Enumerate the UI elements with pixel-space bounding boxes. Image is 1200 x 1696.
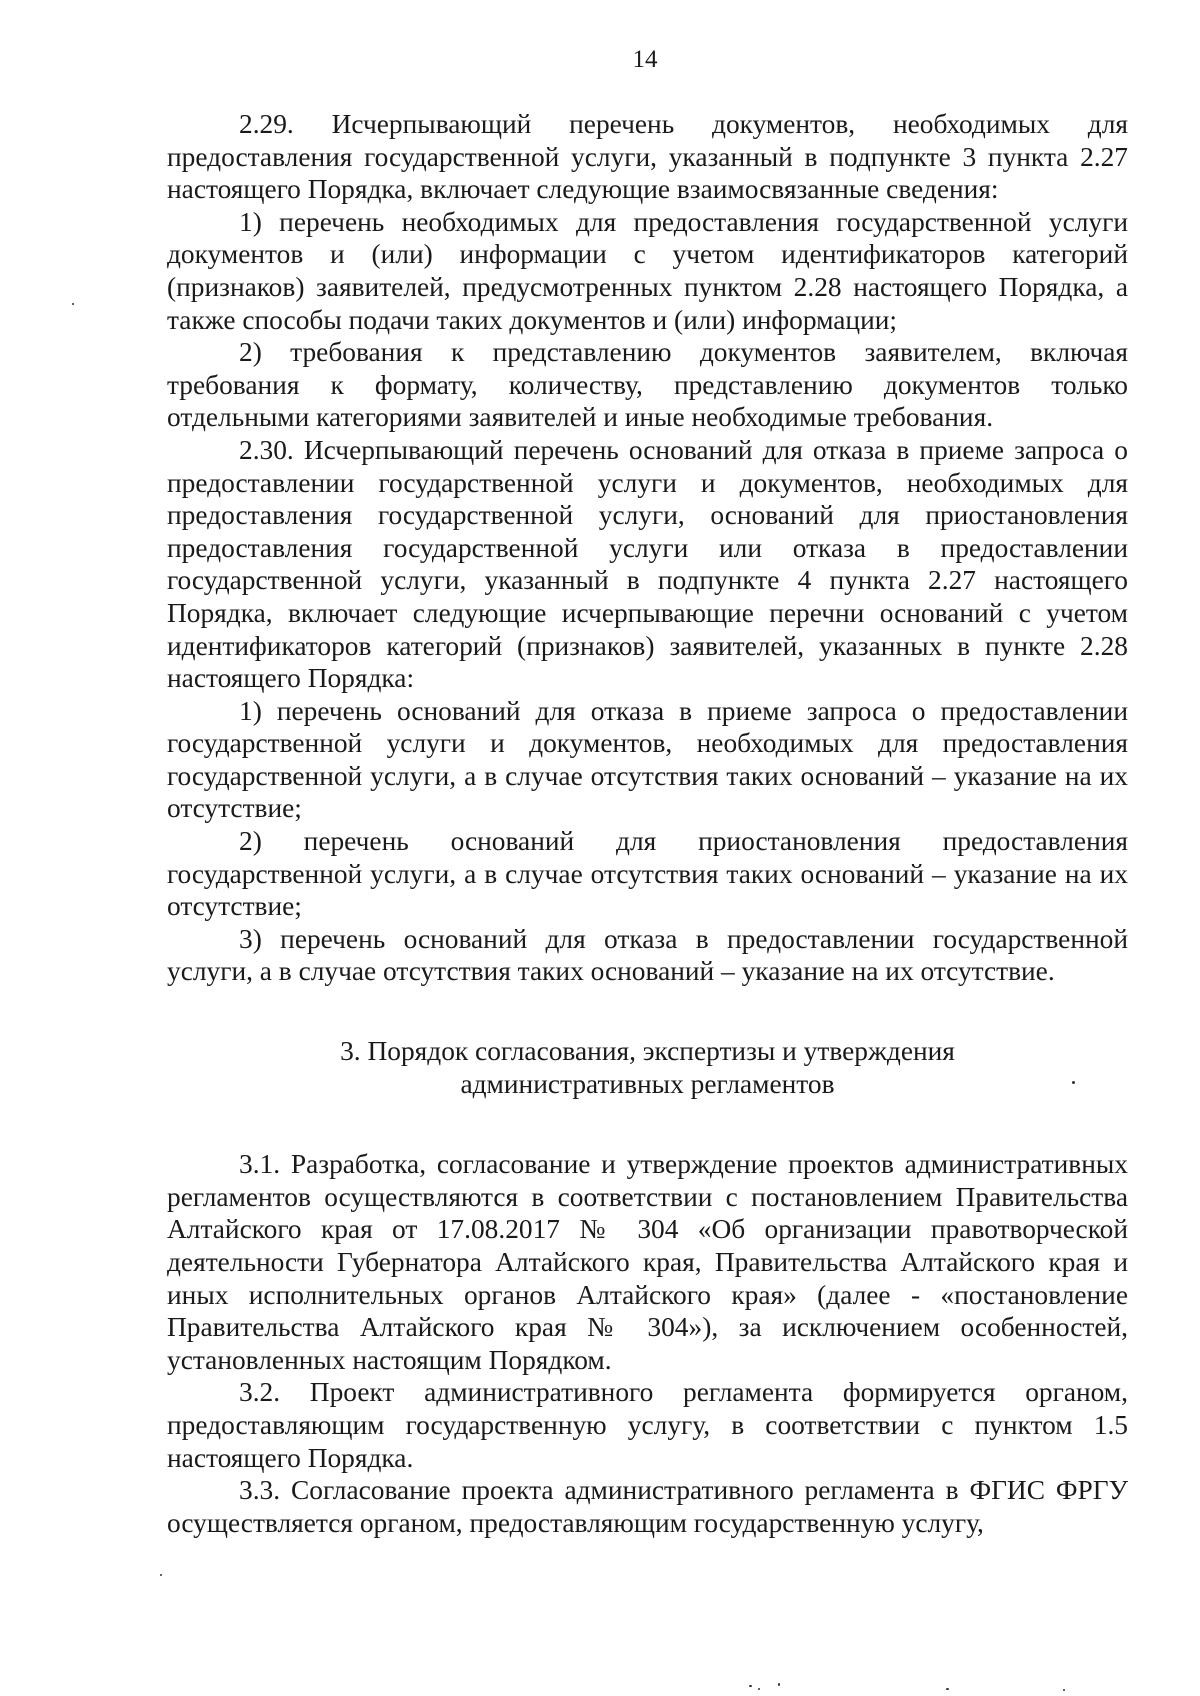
paragraph-2-30-item-2: 2) перечень оснований для приостановления предоставления государственной услуги, а в случае отсутствия таких оснований – указание на их отсутствие; <box>167 826 1128 922</box>
scan-speck <box>160 1574 162 1576</box>
section-title-line-2: административных регламентов <box>460 1068 835 1099</box>
scan-speck <box>72 303 74 305</box>
paragraph-2-30-item-3: 3) перечень оснований для отказа в предоставлении государственной услуги, а в случае отсутствия таких оснований – указание на их отсутствие. <box>167 923 1128 987</box>
scan-speck <box>1063 1689 1065 1691</box>
paragraph-3-2: 3.2. Проект административного регламента формируется органом, предоставляющим государственную услугу, в соответствии с пунктом 1.5 настоящего Порядка. <box>167 1377 1128 1473</box>
scan-speck <box>1072 1081 1075 1084</box>
section-title-line-1: 3. Порядок согласования, экспертизы и утверждения <box>340 1036 955 1067</box>
section-title <box>167 1035 1128 1100</box>
paragraph-2-29-item-1: 1) перечень необходимых для предоставления государственной услуги документов и (или) информации с учетом идентификаторов категорий (признаков) заявителей, предусмотренных пунктом 2.28 настоящего Порядка, а также способы подачи таких документов и (или) информации; <box>167 206 1128 335</box>
scan-speck <box>946 1688 949 1690</box>
paragraph-2-30: 2.30. Исчерпывающий перечень оснований для отказа в приеме запроса о предоставлении государственной услуги и документов, необходимых для предоставления государственной услуги, оснований для приостановления предоставления государственной услуги или отказа в предоставлении государственной услуги, указанный в подпункте 4 пункта 2.27 настоящего Порядка, включает следующие исчерпывающие перечни оснований с учетом идентификаторов категорий (признаков) заявителей, указанных в пункте 2.28 настоящего Порядка: <box>167 434 1128 694</box>
paragraph-3-3: 3.3. Согласование проекта административного регламента в ФГИС ФРГУ осуществляется органом, предоставляющим государственную услугу, <box>167 1475 1128 1538</box>
paragraph-2-29: 2.29. Исчерпывающий перечень документов, необходимых для предоставления государственной услуги, указанный в подпункте 3 пункта 2.27 настоящего Порядка, включает следующие взаимосвязанные сведения: <box>167 109 1128 205</box>
page-number: 14 <box>632 46 658 73</box>
scan-speck <box>778 1683 780 1686</box>
document-body <box>167 108 1128 1539</box>
scan-speck <box>758 1688 760 1690</box>
paragraph-2-29-item-2: 2) требования к представлению документов заявителем, включая требования к формату, количеству, представлению документов только отдельными категориями заявителей и иные необходимые требования. <box>167 337 1128 433</box>
scan-speck <box>749 1685 752 1687</box>
paragraph-3-1: 3.1. Разработка, согласование и утверждение проектов административных регламентов осуществляются в соответствии с постановлением Правительства Алтайского края от 17.08.2017 № 304 «Об организации правотворческой деятельности Губернатора Алтайского края, Правительства Алтайского края и иных исполнительных органов Алтайского края» (далее - «постановление Правительства Алтайского края № 304»), за исключением особенностей, установленных настоящим Порядком. <box>167 1149 1128 1375</box>
paragraph-2-30-item-1: 1) перечень оснований для отказа в приеме запроса о предоставлении государственной услуги и документов, необходимых для предоставления государственной услуги, а в случае отсутствия таких оснований – указание на их отсутствие; <box>167 695 1128 824</box>
